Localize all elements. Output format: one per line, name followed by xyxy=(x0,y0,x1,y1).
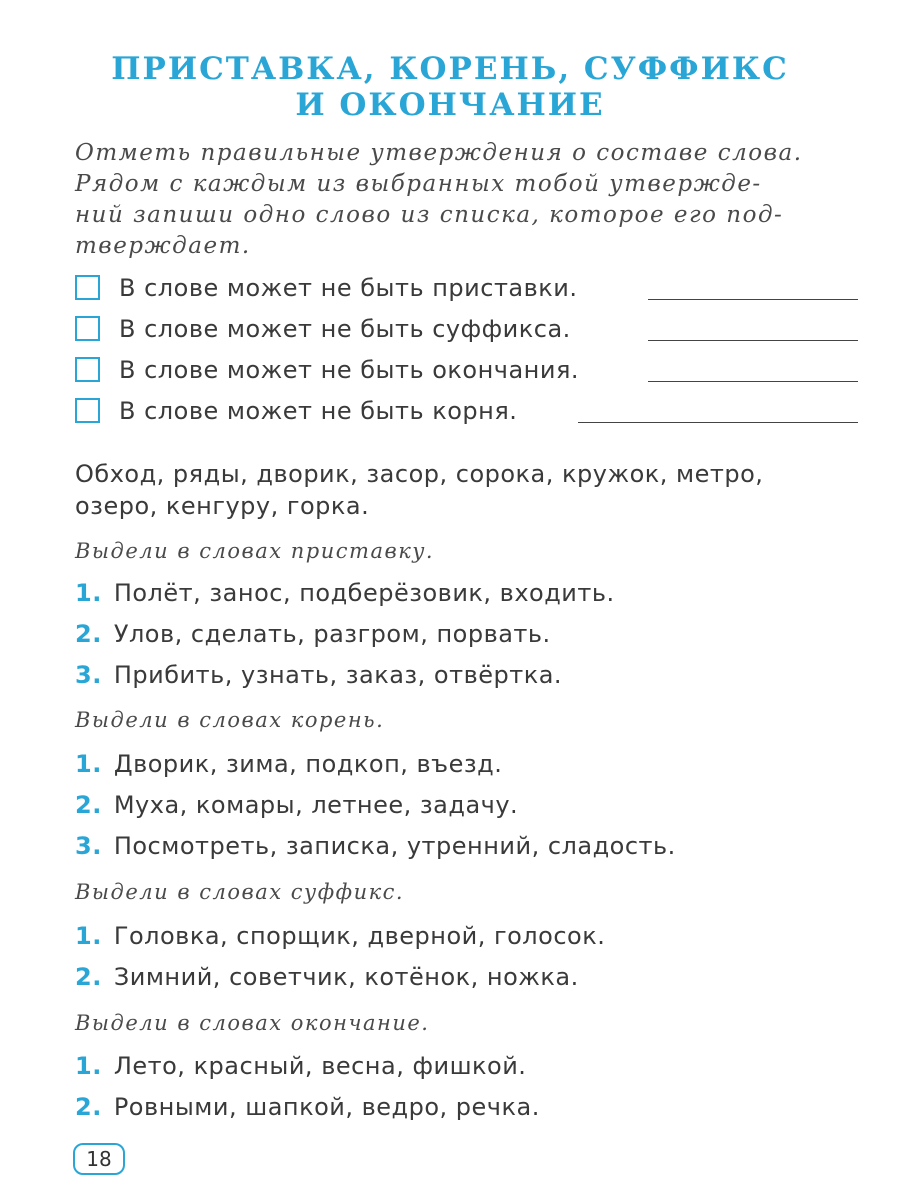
item-text: Полёт, занос, подберёзовик, входить. xyxy=(113,579,615,607)
item-number: 2. xyxy=(75,620,102,648)
answer-line[interactable] xyxy=(648,299,858,300)
section-heading-ending: Выдели в словах окончание. xyxy=(75,1011,430,1035)
exercise-item xyxy=(75,789,518,821)
section-heading-root: Выдели в словах корень. xyxy=(75,708,385,732)
instruction-line-3: ний запиши одно слово из списка, которое его под- xyxy=(75,202,784,228)
exercise-item xyxy=(75,1050,526,1082)
page-title-line-1: ПРИСТАВКА, КОРЕНЬ, СУФФИКС xyxy=(111,51,789,87)
item-text: Муха, комары, летнее, задачу. xyxy=(113,791,519,819)
section-heading-prefix: Выдели в словах приставку. xyxy=(75,539,435,563)
item-number: 1. xyxy=(75,750,102,778)
statement-text: В слове может не быть суффикса. xyxy=(119,315,571,343)
item-number: 2. xyxy=(75,963,102,991)
word-list-line-2: озеро, кенгуру, горка. xyxy=(75,492,370,520)
exercise-item xyxy=(75,920,605,952)
instruction-line-2: Рядом с каждым из выбранных тобой утвержде- xyxy=(75,171,762,197)
answer-line[interactable] xyxy=(648,381,858,382)
statement-text: В слове может не быть окончания. xyxy=(119,356,580,384)
statement-checkbox[interactable] xyxy=(75,357,100,382)
exercise-item xyxy=(75,577,615,609)
statement-checkbox[interactable] xyxy=(75,316,100,341)
exercise-item xyxy=(75,1091,540,1123)
exercise-item xyxy=(75,618,551,650)
answer-line[interactable] xyxy=(648,340,858,341)
item-number: 2. xyxy=(75,1093,102,1121)
item-text: Головка, спорщик, дверной, голосок. xyxy=(113,922,606,950)
item-text: Прибить, узнать, заказ, отвёртка. xyxy=(113,661,563,689)
item-number: 1. xyxy=(75,579,102,607)
statement-row xyxy=(75,272,865,304)
statement-checkbox[interactable] xyxy=(75,275,100,300)
statement-text: В слове может не быть корня. xyxy=(119,397,518,425)
item-number: 1. xyxy=(75,922,102,950)
instruction-line-4: тверждает. xyxy=(75,233,251,259)
item-text: Ровными, шапкой, ведро, речка. xyxy=(113,1093,540,1121)
item-text: Улов, сделать, разгром, порвать. xyxy=(113,620,551,648)
word-list-line-1: Обход, ряды, дворик, засор, сорока, кружок, метро, xyxy=(75,460,764,488)
item-text: Лето, красный, весна, фишкой. xyxy=(113,1052,527,1080)
statement-checkbox[interactable] xyxy=(75,398,100,423)
item-text: Посмотреть, записка, утренний, сладость. xyxy=(113,832,676,860)
exercise-item xyxy=(75,961,579,993)
item-number: 1. xyxy=(75,1052,102,1080)
item-number: 3. xyxy=(75,832,102,860)
statement-row xyxy=(75,354,865,386)
answer-line[interactable] xyxy=(578,422,858,423)
item-text: Дворик, зима, подкоп, въезд. xyxy=(113,750,503,778)
exercise-item xyxy=(75,830,676,862)
item-number: 3. xyxy=(75,661,102,689)
item-number: 2. xyxy=(75,791,102,819)
statement-text: В слове может не быть приставки. xyxy=(119,274,578,302)
statement-row xyxy=(75,313,865,345)
exercise-item xyxy=(75,748,502,780)
page-number: 18 xyxy=(73,1143,125,1175)
exercise-item xyxy=(75,659,562,691)
page-title-line-2: И ОКОНЧАНИЕ xyxy=(295,87,605,123)
item-text: Зимний, советчик, котёнок, ножка. xyxy=(113,963,579,991)
statement-row xyxy=(75,395,865,427)
section-heading-suffix: Выдели в словах суффикс. xyxy=(75,880,405,904)
instruction-line-1: Отметь правильные утверждения о составе слова. xyxy=(75,140,803,166)
